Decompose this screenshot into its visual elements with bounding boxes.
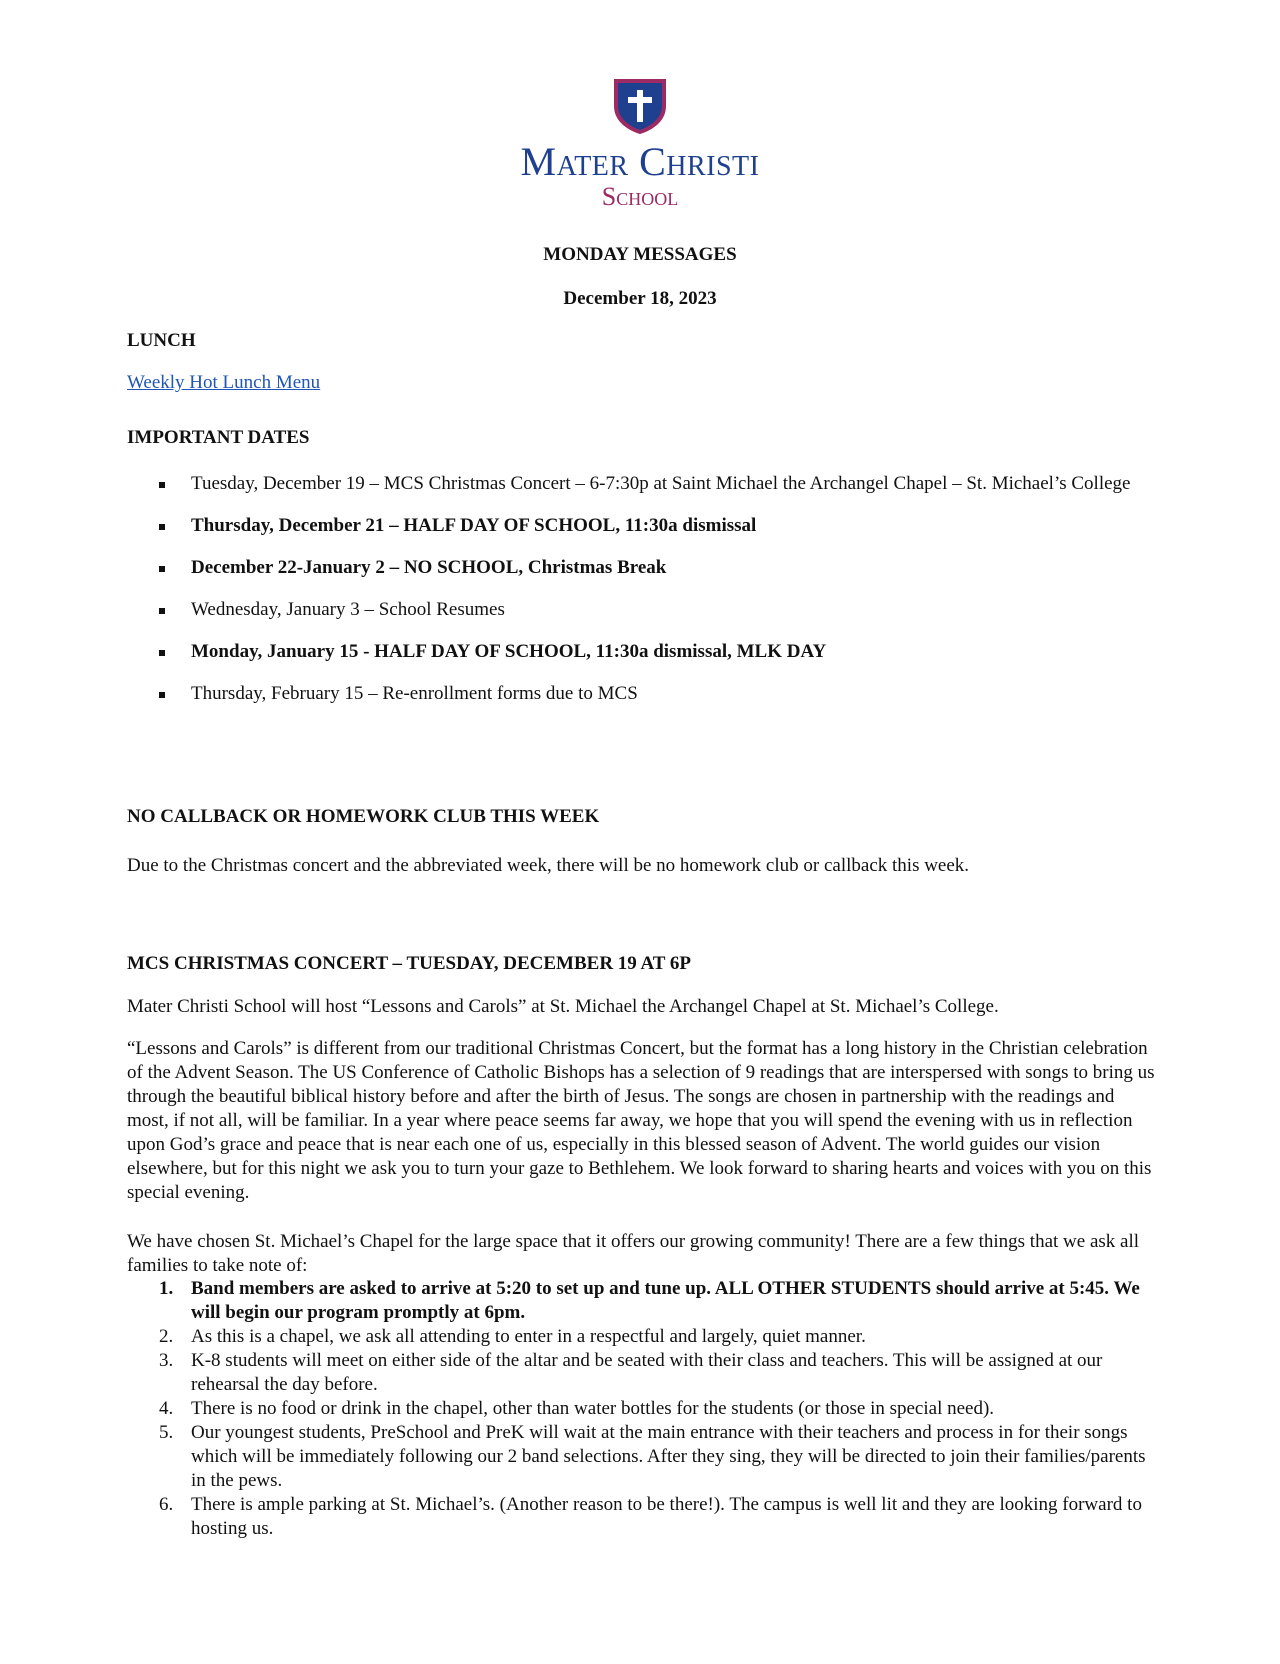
important-dates-list [127, 470, 1157, 722]
list-item: 4. There is no food or drink in the chapel, other than water bottles for the students (or those in special need). [159, 1398, 995, 1419]
logo-wordmark-secondary: School [601, 182, 679, 211]
list-item: Thursday, December 21 – HALF DAY OF SCHOOL, 11:30a dismissal [127, 512, 1157, 540]
page-title: MONDAY MESSAGES [543, 244, 737, 265]
no-callback-heading: NO CALLBACK OR HOMEWORK CLUB THIS WEEK [127, 806, 600, 827]
list-item: December 22-January 2 – NO SCHOOL, Christmas Break [127, 554, 1157, 582]
concert-paragraph-2: “Lessons and Carols” is different from our traditional Christmas Concert, but the format has a long history in the Christian celebration of the Advent Season. The US Conference of Catholic Bishops has a selection of 9 readings that are interspersed with songs to bring us through the beautiful biblical history before and after the birth of Jesus. The songs are chosen in partnership with the readings and most, if not all, will be familiar. In a year where peace seems far away, we hope that you will spend the evening with us in reflection upon God’s grace and peace that is near each one of us, especially in this blessed season of Advent. The world guides our vision elsewhere, but for this night we ask you to turn your gaze to Bethlehem. We look forward to sharing hearts and voices with you on this special evening. [127, 1038, 1155, 1203]
list-item: 2. As this is a chapel, we ask all attending to enter in a respectful and largely, quiet manner. [159, 1326, 866, 1347]
important-dates-heading: IMPORTANT DATES [127, 427, 310, 448]
bullet-square-icon [159, 482, 165, 488]
hot-lunch-menu-link[interactable]: Weekly Hot Lunch Menu [127, 372, 321, 393]
bullet-square-icon [159, 692, 165, 698]
list-item: Monday, January 15 - HALF DAY OF SCHOOL, 11:30a dismissal, MLK DAY [127, 638, 1157, 666]
page-date: December 18, 2023 [563, 288, 717, 309]
lunch-heading: LUNCH [127, 330, 196, 351]
list-item: Tuesday, December 19 – MCS Christmas Concert – 6-7:30p at Saint Michael the Archangel Chapel – St. Michael’s College [127, 470, 1157, 498]
concert-heading: MCS CHRISTMAS CONCERT – TUESDAY, DECEMBER 19 AT 6P [127, 953, 691, 974]
logo-wordmark-primary: Mater Christi [520, 139, 760, 184]
bullet-square-icon [159, 524, 165, 530]
list-item: 1. Band members are asked to arrive at 5:20 to set up and tune up. ALL OTHER STUDENTS should arrive at 5:45. We will begin our program promptly at 6pm. [159, 1278, 1140, 1323]
no-callback-body: Due to the Christmas concert and the abbreviated week, there will be no homework club or callback this week. [127, 855, 970, 876]
list-item: 5. Our youngest students, PreSchool and PreK will wait at the main entrance with their teachers and process in for their songs which will be immediately following our 2 band selections. After they sing, they will be directed to join their families/parents in the pews. [159, 1422, 1146, 1491]
concert-paragraph-3: We have chosen St. Michael’s Chapel for the large space that it offers our growing community! There are a few things that we ask all families to take note of: [127, 1231, 1140, 1276]
shield-cross-icon [611, 76, 669, 136]
concert-paragraph-1: Mater Christi School will host “Lessons and Carols” at St. Michael the Archangel Chapel at St. Michael’s College. [127, 996, 999, 1017]
list-item: 3. K-8 students will meet on either side of the altar and be seated with their class and teachers. This will be assigned at our rehearsal the day before. [159, 1350, 1103, 1395]
bullet-square-icon [159, 650, 165, 656]
list-item: 6. There is ample parking at St. Michael’s. (Another reason to be there!). The campus is well lit and they are looking forward to hosting us. [159, 1494, 1142, 1539]
list-item: Thursday, February 15 – Re-enrollment forms due to MCS [127, 680, 1157, 708]
list-item: Wednesday, January 3 – School Resumes [127, 596, 1157, 624]
bullet-square-icon [159, 608, 165, 614]
concert-notes-list [127, 1277, 1157, 1541]
school-logo [510, 76, 770, 210]
bullet-square-icon [159, 566, 165, 572]
